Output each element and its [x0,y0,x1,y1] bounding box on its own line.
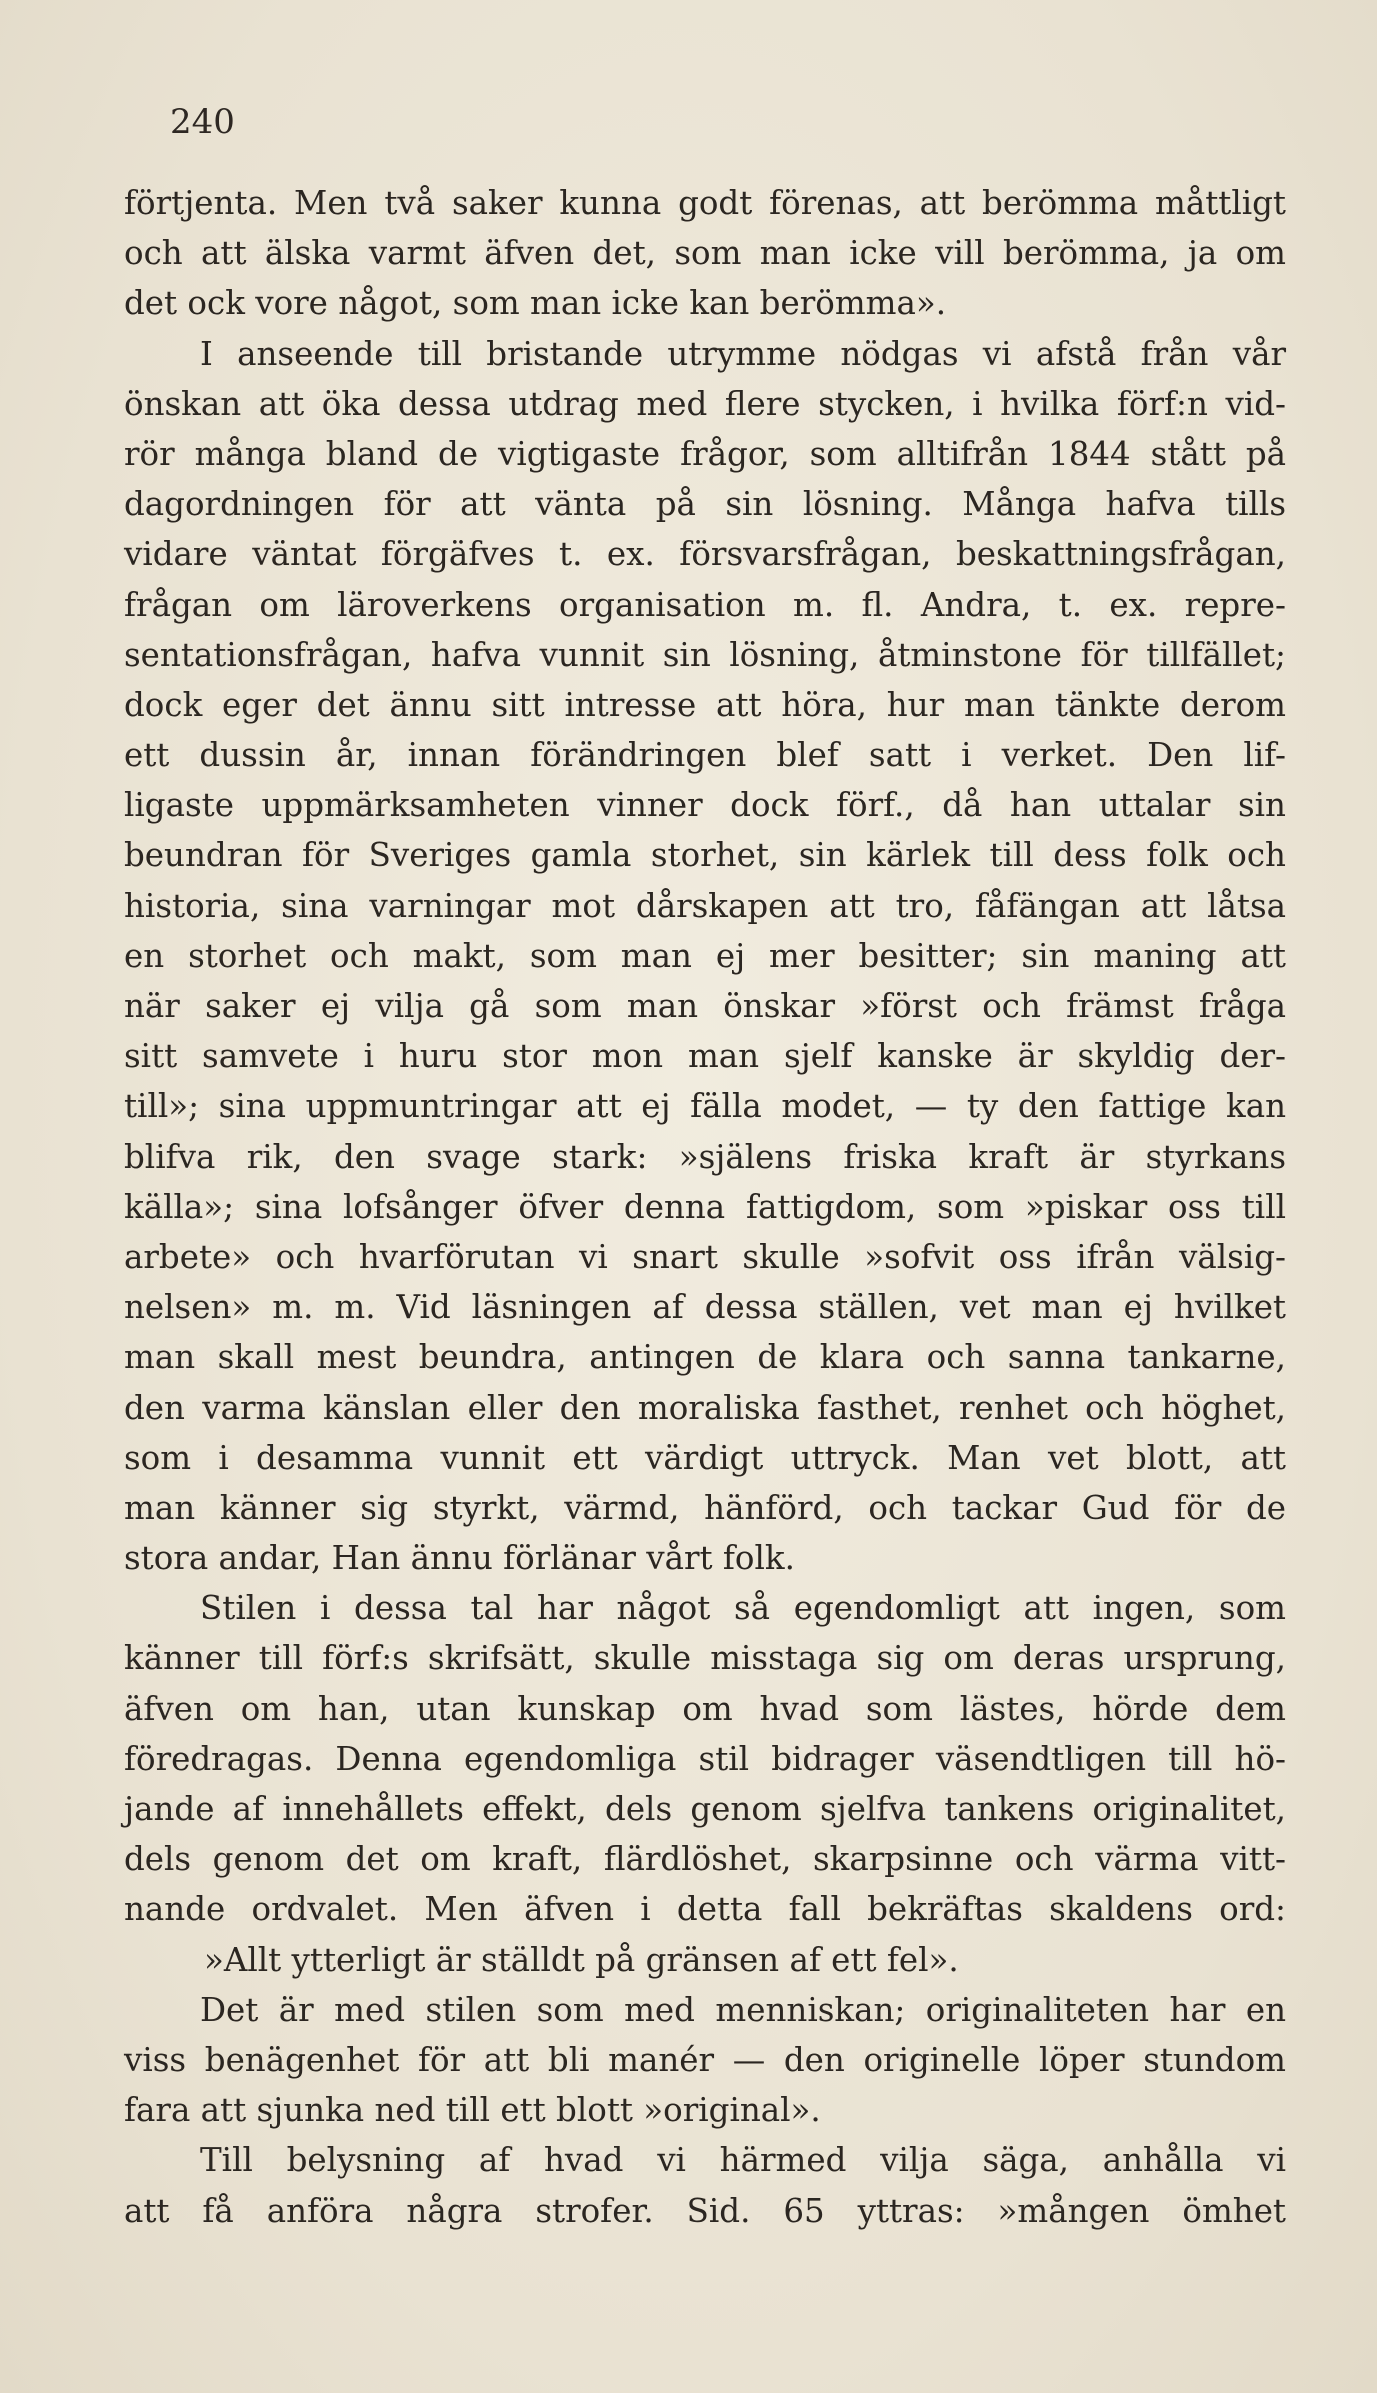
text-line: att få anföra några strofer. Sid. 65 yttras: »mången ömhet [124,2191,1286,2230]
text-line: ligaste uppmärksamheten vinner dock förf., då han uttalar sin [124,786,1286,825]
text-line: jande af innehållets effekt, dels genom sjelfva tankens originalitet, [124,1790,1286,1828]
text-line: förtjenta. Men två saker kunna godt förenas, att berömma måttligt [124,184,1286,222]
text-line: dels genom det om kraft, flärdlöshet, skarpsinne och värma vitt- [124,1840,1286,1879]
text-line: önskan att öka dessa utdrag med flere stycken, i hvilka förf:n vid- [124,384,1286,423]
text-line: nelsen» m. m. Vid läsningen af dessa ställen, vet man ej hvilket [124,1288,1286,1327]
quote-line: »Allt ytterligt är ställdt på gränsen af ett fel». [204,1940,959,1979]
text-line: man skall mest beundra, antingen de klara och sanna tankarne, [124,1338,1286,1377]
text-line: arbete» och hvarförutan vi snart skulle »sofvit oss ifrån välsig- [124,1237,1286,1276]
text-line: Stilen i dessa tal har något så egendomligt att ingen, som [200,1589,1286,1628]
text-line: sentationsfrågan, hafva vunnit sin lösning, åtminstone för tillfället; [124,635,1286,674]
text-line: beundran för Sveriges gamla storhet, sin kärlek till dess folk och [124,836,1286,875]
text-line: äfven om han, utan kunskap om hvad som lästes, hörde dem [124,1689,1286,1728]
text-line: den varma känslan eller den moraliska fasthet, renhet och höghet, [124,1388,1286,1427]
text-line: man känner sig styrkt, värmd, hänförd, och tackar Gud för de [124,1488,1286,1527]
text-line: dock eger det ännu sitt intresse att höra, hur man tänkte derom [124,685,1286,724]
text-line: rör många bland de vigtigaste frågor, som alltifrån 1844 stått på [124,434,1286,473]
text-line: sitt samvete i huru stor mon man sjelf kanske är skyldig der- [124,1037,1286,1076]
text-line: som i desamma vunnit ett värdigt uttryck. Man vet blott, att [124,1438,1286,1477]
text-line: ett dussin år, innan förändringen blef satt i verket. Den lif- [124,736,1286,775]
text-line: frågan om läroverkens organisation m. fl. Andra, t. ex. repre- [124,585,1286,624]
text-line: dagordningen för att vänta på sin lösning. Många hafva tills [124,485,1286,524]
body-text [124,178,1286,2236]
text-line: I anseende till bristande utrymme nödgas vi afstå från vår [200,334,1286,373]
text-line: fara att sjunka ned till ett blott »original». [124,2091,821,2130]
text-line: viss benägenhet för att bli manér — den originelle löper stundom [124,2040,1286,2079]
text-line: stora andar, Han ännu förlänar vårt folk. [124,1539,795,1578]
text-line: det ock vore något, som man icke kan berömma». [124,284,947,323]
text-line: blifva rik, den svage stark: »själens friska kraft är styrkans [124,1137,1286,1176]
text-line: historia, sina varningar mot dårskapen att tro, fåfängan att låtsa [124,886,1286,925]
text-line: Till belysning af hvad vi härmed vilja säga, anhålla vi [200,2141,1286,2180]
text-line: vidare väntat förgäfves t. ex. försvarsfrågan, beskattningsfrågan, [124,535,1286,574]
text-line: nande ordvalet. Men äfven i detta fall bekräftas skaldens ord: [124,1890,1286,1929]
text-line: en storhet och makt, som man ej mer besitter; sin maning att [124,936,1286,975]
text-line: till»; sina uppmuntringar att ej fälla modet, — ty den fattige kan [124,1087,1286,1126]
text-line: känner till förf:s skrifsätt, skulle misstaga sig om deras ursprung, [124,1639,1286,1678]
page-number: 240 [170,102,235,142]
text-line: när saker ej vilja gå som man önskar »först och främst fråga [124,987,1286,1025]
text-line: föredragas. Denna egendomliga stil bidrager väsendtligen till hö- [124,1739,1286,1778]
text-line: och att älska varmt äfven det, som man icke vill berömma, ja om [124,234,1286,273]
text-line: källa»; sina lofsånger öfver denna fattigdom, som »piskar oss till [124,1187,1286,1226]
text-line: Det är med stilen som med menniskan; originaliteten har en [200,1990,1286,2029]
